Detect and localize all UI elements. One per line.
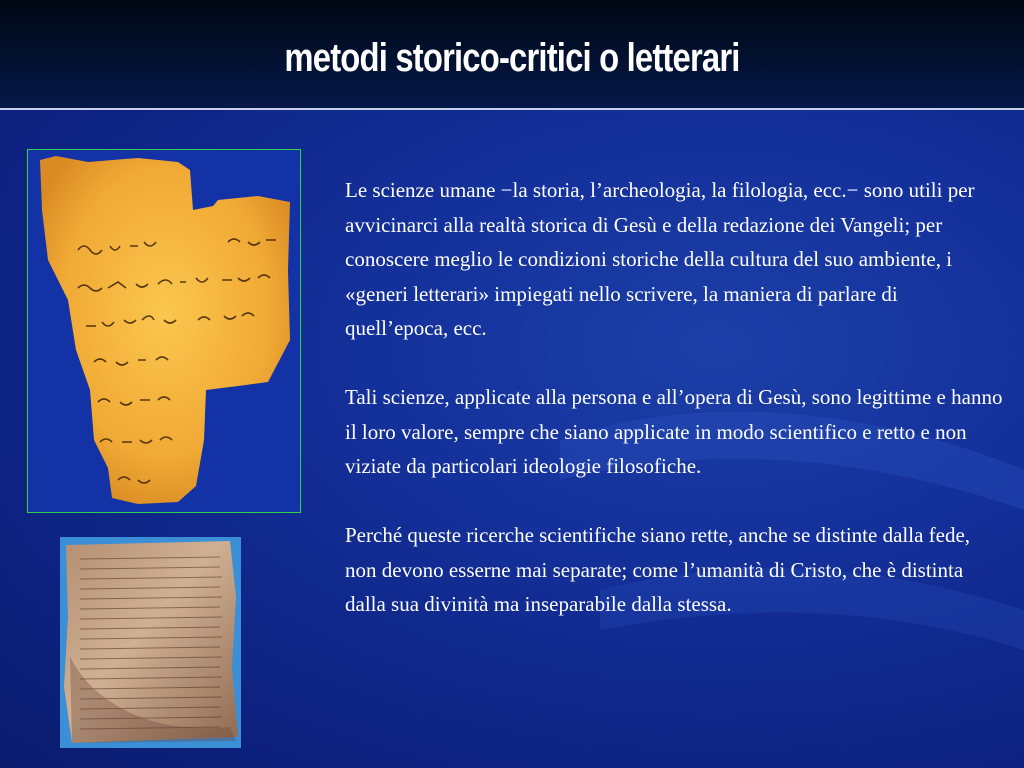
codex-image-frame [60, 537, 241, 748]
papyrus-image-frame [27, 149, 301, 513]
paragraph-2: Tali scienze, applicate alla persona e all’opera di Gesù, sono legittime e hanno il loro valore, sempre che siano applicate in modo scientifico e retto e non viziate da particolari ideologie filosofiche. [345, 385, 1003, 478]
slide-body [345, 173, 1005, 656]
slide-title: metodi storico-critici o letterari [284, 36, 740, 80]
paragraph-3: Perché queste ricerche scientifiche siano rette, anche se distinte dalla fede, non devono esserne mai separate; come l’umanità di Cristo, che è distinta dalla sua divinità ma inseparabile dalla stessa. [345, 523, 971, 616]
papyrus-fragment-image [28, 150, 300, 512]
codex-page-image [60, 537, 241, 748]
paragraph-1: Le scienze umane −la storia, l’archeologia, la filologia, ecc.− sono utili per avvicinarci alla realtà storica di Gesù e della redazione dei Vangeli; per conoscere meglio le condizioni storiche della cultura del suo ambiente, i «generi letterari» impiegati nello scrivere, la maniera di parlare di quell’epoca, ecc. [345, 178, 975, 340]
